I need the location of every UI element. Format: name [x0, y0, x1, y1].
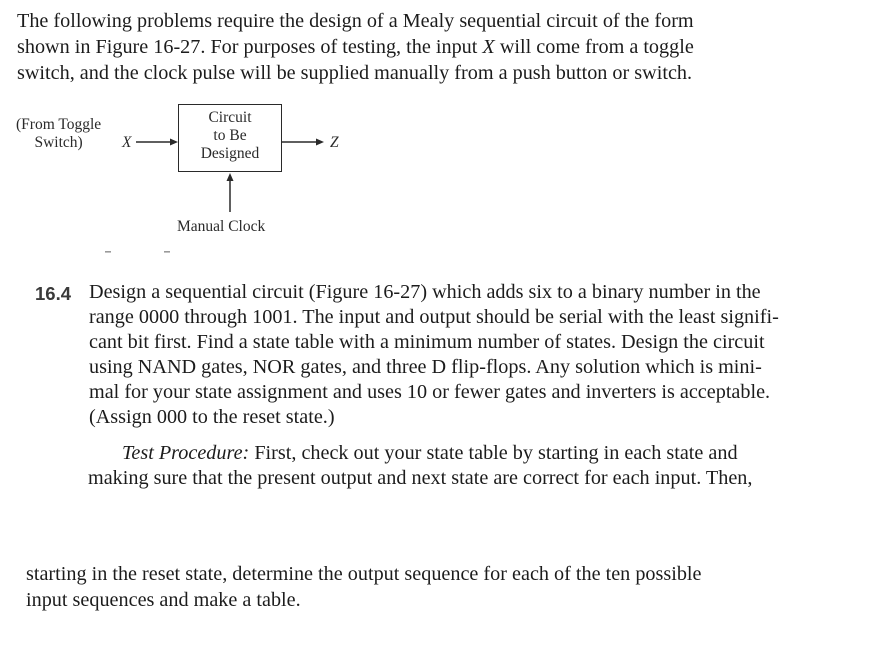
circuit-block-line-1: Circuit	[208, 109, 252, 126]
problem-line-6: (Assign 000 to the reset state.)	[89, 406, 335, 428]
input-x-label: X	[122, 134, 132, 151]
from-toggle-line-2: Switch)	[34, 134, 83, 151]
test-procedure-paragraph	[88, 441, 868, 491]
test-procedure-label: Test Procedure:	[122, 442, 250, 464]
continued-line-2: input sequences and make a table.	[26, 589, 301, 611]
speck-2	[164, 251, 170, 253]
problem-16-4	[35, 280, 855, 430]
problem-line-1: Design a sequential circuit (Figure 16-27) which adds six to a binary number in the	[89, 281, 761, 303]
problem-line-5: mal for your state assignment and uses 10 or fewer gates and inverters is acceptable.	[89, 381, 771, 403]
test-line-1-rest: First, check out your state table by starting in each state and	[249, 442, 738, 464]
intro-variable-x: X	[482, 36, 495, 58]
problem-line-3: cant bit first. Find a state table with a minimum number of states. Design the circuit	[89, 331, 765, 353]
intro-line-1: The following problems require the design of a Mealy sequential circuit of the form	[17, 10, 694, 32]
intro-line-2-end: will come from a toggle	[494, 36, 694, 58]
test-line-1	[88, 441, 868, 466]
intro-line-2-start: shown in Figure 16-27. For purposes of testing, the input	[17, 36, 483, 58]
problem-line-4: using NAND gates, NOR gates, and three D flip-flops. Any solution which is mini-	[89, 356, 762, 378]
problem-line-2: range 0000 through 1001. The input and output should be serial with the least signifi-	[89, 306, 779, 328]
circuit-block-line-2: to Be	[213, 127, 247, 144]
intro-line-3: switch, and the clock pulse will be supplied manually from a push button or switch.	[17, 62, 693, 84]
problem-text	[89, 280, 855, 430]
output-z-label: Z	[330, 134, 339, 151]
continued-line-1: starting in the reset state, determine the output sequence for each of the ten possible	[26, 563, 702, 585]
circuit-block-line-3: Designed	[200, 145, 260, 162]
from-toggle-line-1: (From Toggle	[16, 116, 102, 133]
speck-1	[105, 251, 111, 253]
continued-paragraph	[26, 561, 826, 613]
problem-number: 16.4	[35, 283, 72, 304]
test-line-2: making sure that the present output and next state are correct for each input. Then,	[88, 467, 753, 489]
manual-clock-label: Manual Clock	[177, 218, 266, 235]
